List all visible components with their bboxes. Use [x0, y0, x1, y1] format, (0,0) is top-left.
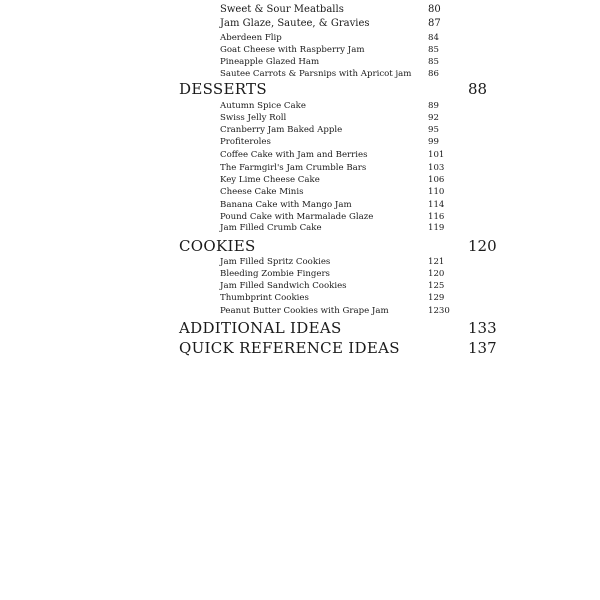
- page-number: 116: [428, 212, 445, 222]
- page-number: 120: [468, 237, 497, 255]
- page-number: 101: [428, 150, 445, 160]
- page-number: 80: [428, 4, 441, 15]
- section-title: ADDITIONAL IDEAS: [179, 319, 342, 337]
- page-number: 85: [428, 45, 439, 55]
- page-number: 110: [428, 187, 445, 197]
- item-title: Thumbprint Cookies: [220, 293, 309, 303]
- page-number: 103: [428, 163, 445, 173]
- page-number: 89: [428, 101, 439, 111]
- page-number: 99: [428, 137, 439, 147]
- item-title: Cheese Cake Minis: [220, 187, 304, 197]
- page-number: 120: [428, 269, 445, 279]
- item-title: Jam Filled Sandwich Cookies: [220, 281, 347, 291]
- page-number: 121: [428, 257, 445, 267]
- page-number: 92: [428, 113, 439, 123]
- section-title: DESSERTS: [179, 80, 267, 98]
- page-number: 119: [428, 223, 445, 233]
- item-title: Aberdeen Flip: [220, 33, 282, 43]
- section-title: QUICK REFERENCE IDEAS: [179, 339, 400, 357]
- item-title: Peanut Butter Cookies with Grape Jam: [220, 306, 389, 316]
- page-number: 114: [428, 200, 445, 210]
- page-number: 88: [468, 80, 488, 98]
- item-title: Sautee Carrots & Parsnips with Apricot jam: [220, 69, 412, 79]
- page-number: 85: [428, 57, 439, 67]
- item-title: Jam Filled Crumb Cake: [220, 223, 322, 233]
- item-title: Sweet & Sour Meatballs: [220, 4, 344, 15]
- item-title: Jam Glaze, Sautee, & Gravies: [220, 18, 370, 29]
- page-number: 95: [428, 125, 439, 135]
- section-title: COOKIES: [179, 237, 256, 255]
- page-number: 1230: [428, 306, 450, 316]
- item-title: The Farmgirl's Jam Crumble Bars: [220, 163, 367, 173]
- item-title: Bleeding Zombie Fingers: [220, 269, 330, 279]
- page-number: 87: [428, 18, 441, 29]
- page-number: 133: [468, 319, 497, 337]
- page-number: 137: [468, 339, 497, 357]
- item-title: Banana Cake with Mango Jam: [220, 200, 352, 210]
- item-title: Jam Filled Spritz Cookies: [220, 257, 331, 267]
- item-title: Profiteroles: [220, 137, 271, 147]
- page-number: 86: [428, 69, 439, 79]
- item-title: Autumn Spice Cake: [220, 101, 306, 111]
- page-number: 84: [428, 33, 439, 43]
- item-title: Pound Cake with Marmalade Glaze: [220, 212, 374, 222]
- item-title: Goat Cheese with Raspberry Jam: [220, 45, 365, 55]
- page-number: 129: [428, 293, 445, 303]
- item-title: Pineapple Glazed Ham: [220, 57, 320, 67]
- page-number: 125: [428, 281, 445, 291]
- item-title: Key Lime Cheese Cake: [220, 175, 320, 185]
- page-number: 106: [428, 175, 445, 185]
- item-title: Cranberry Jam Baked Apple: [220, 125, 343, 135]
- item-title: Swiss Jelly Roll: [220, 113, 287, 123]
- item-title: Coffee Cake with Jam and Berries: [220, 150, 368, 160]
